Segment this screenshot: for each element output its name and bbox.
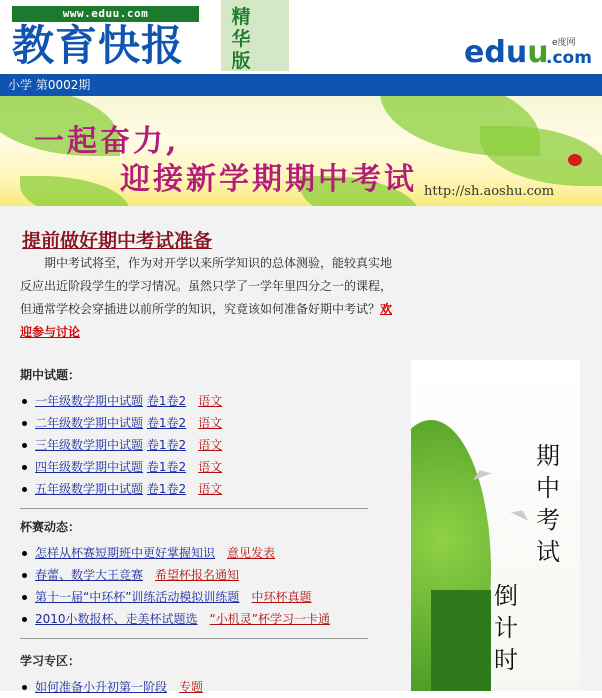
related-link[interactable]: 中环杯真题 [251,590,312,604]
bullet-icon [22,685,27,690]
volume-2-link[interactable]: 卷2 [166,416,187,430]
section-heading-midterm: 期中试题： [20,368,81,382]
bullet-icon [22,617,27,622]
list-link[interactable]: 三年级数学期中试题 [35,438,144,452]
related-link[interactable]: “小机灵”杯学习一卡通 [209,612,330,626]
bullet-icon [22,595,27,600]
article-title[interactable]: 提前做好期中考试准备 [22,230,213,252]
list-item [20,434,370,456]
related-link[interactable]: 语文 [198,460,223,474]
issue-label: 小学 第0002期 [8,78,91,92]
masthead-title: 教育快报 [12,21,185,70]
banner-url: http://sh.aoshu.com [424,184,555,199]
section-heading-cup: 杯赛动态： [20,520,81,534]
related-link[interactable]: 语文 [198,394,223,408]
section-heading-study: 学习专区： [20,654,81,668]
main-content [0,206,602,694]
poster-text-midterm: 期 中 考 试 [536,442,560,566]
related-link[interactable]: 专题 [179,680,204,694]
list-item [20,542,370,564]
list-item [20,456,370,478]
related-link[interactable]: 语文 [198,438,223,452]
bullet-icon [22,465,27,470]
related-link[interactable]: 意见发表 [227,546,276,560]
list-item [20,412,370,434]
list-link[interactable]: 怎样从杯赛短期班中更好掌握知识 [35,546,216,560]
banner-headline-1: 一起奋力, [34,124,180,159]
divider [20,508,368,509]
leaf-decoration [480,126,602,186]
volume-1-link[interactable]: 卷1 [146,460,167,474]
bullet-icon [22,551,27,556]
bullet-icon [22,421,27,426]
logo-edu: eduu [464,35,549,70]
list-item [20,478,370,500]
paper-plane-icon [510,506,531,521]
banner-headline-2: 迎接新学期期中考试 [120,162,417,197]
list-item [20,390,370,412]
volume-1-link[interactable]: 卷1 [146,482,167,496]
midterm-list [20,390,370,500]
bullet-icon [22,399,27,404]
leaf-decoration [20,176,130,206]
related-link[interactable]: 语文 [198,482,223,496]
list-link[interactable]: 四年级数学期中试题 [35,460,144,474]
issue-bar [0,74,602,96]
volume-1-link[interactable]: 卷1 [146,416,167,430]
study-list [20,676,370,698]
list-link[interactable]: 2010小数报杯、走美杯试题选 [35,612,198,626]
volume-1-link[interactable]: 卷1 [146,394,167,408]
divider [20,638,368,639]
list-link[interactable]: 如何准备小升初第一阶段 [35,680,168,694]
poster-text-countdown: 倒 计 时 [494,582,518,674]
edition-label: 精华版 [231,6,251,72]
list-link[interactable]: 一年级数学期中试题 [35,394,144,408]
list-link[interactable]: 二年级数学期中试题 [35,416,144,430]
logo-com: .com [546,48,592,68]
eduu-logo[interactable] [464,35,592,70]
volume-2-link[interactable]: 卷2 [166,394,187,408]
banner[interactable] [0,96,602,206]
list-item [20,608,370,630]
related-link[interactable]: 希望杯报名通知 [155,568,240,582]
list-link[interactable]: 春蕾、数学大王竞赛 [35,568,144,582]
discuss-link[interactable]: 欢迎参与讨论 [20,302,393,339]
tree-trunk [431,590,491,691]
list-link[interactable]: 第十一届“中环杯”训练活动模拟训练题 [35,590,240,604]
bullet-icon [22,487,27,492]
list-link[interactable]: 五年级数学期中试题 [35,482,144,496]
cup-list [20,542,370,630]
related-link[interactable]: 语文 [198,416,223,430]
volume-2-link[interactable]: 卷2 [166,460,187,474]
volume-2-link[interactable]: 卷2 [166,438,187,452]
bullet-icon [22,443,27,448]
list-item [20,586,370,608]
ladybug-icon [568,154,582,166]
bullet-icon [22,573,27,578]
logo-small-text: e度网 [552,38,576,48]
article-intro: 期中考试将至，作为对开学以来所学知识的总体测验，能较真实地反应出近阶段学生的学习情况。虽然只学了一学年里四分之一的课程，但通常学校会穿插进以前所学的知识，究竟该如何准备好期中考试？欢迎参与讨论 [20,256,393,339]
volume-2-link[interactable]: 卷2 [166,482,187,496]
list-item [20,676,370,698]
volume-1-link[interactable]: 卷1 [146,438,167,452]
list-item [20,564,370,586]
site-url[interactable]: www.eduu.com [12,6,199,22]
countdown-poster[interactable] [411,360,580,691]
